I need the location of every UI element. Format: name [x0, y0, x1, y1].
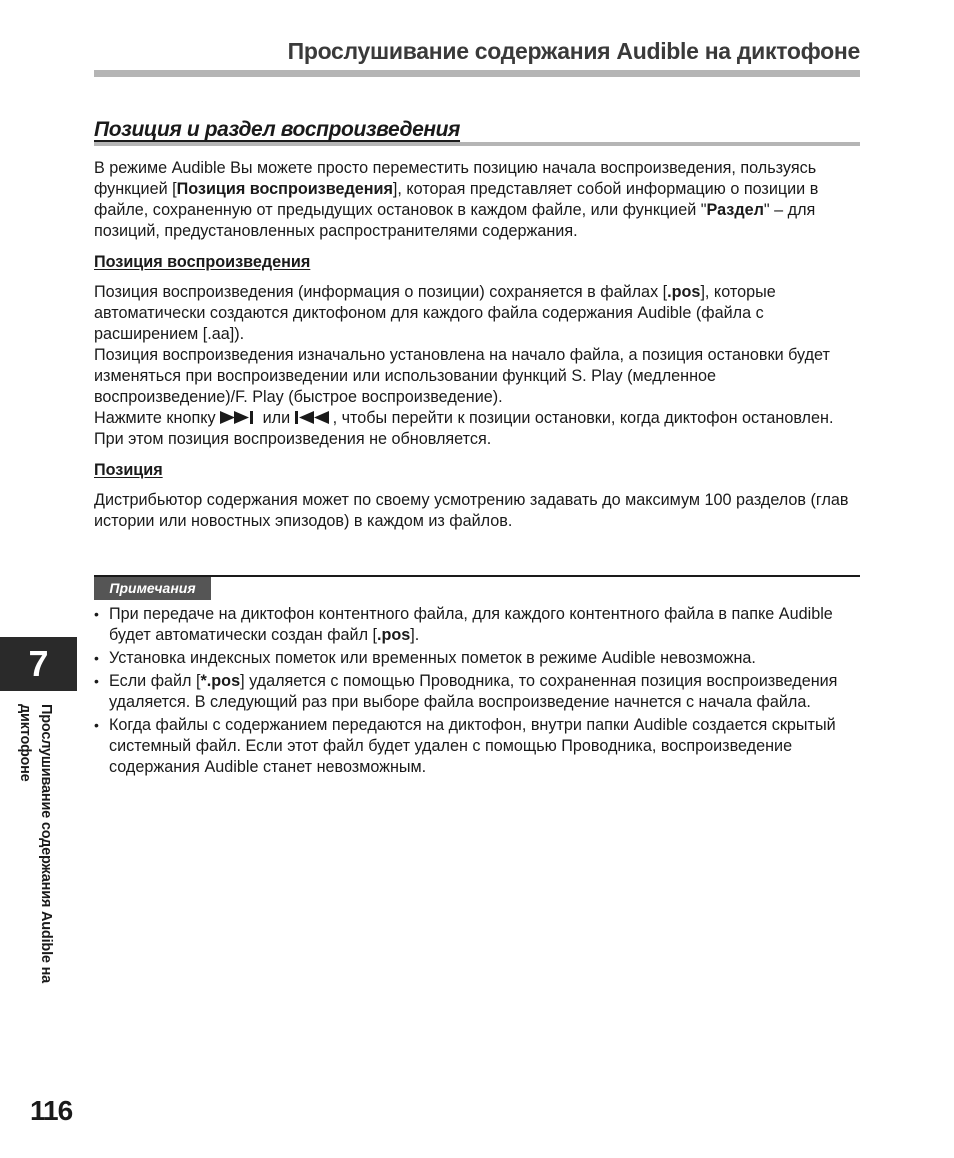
list-item: [94, 604, 864, 646]
notes-list: [94, 604, 864, 780]
intro-text-1: В режиме Audible Вы можете просто переместить позицию начала воспроизведения, пользуясь функцией [: [94, 159, 817, 198]
chapter-tab: [0, 637, 77, 691]
playback-paragraph-2: Позиция воспроизведения изначально установлена на начало файла, а позиция остановки будет изменяться при воспроизведении или использовании функций S. Play (медленное воспроизведение)/F. Play (быстрое воспроизведение).: [94, 346, 830, 406]
running-header-title: Прослушивание содержания Audible на диктофоне: [287, 38, 860, 64]
playback-p1-bold: .pos: [667, 283, 701, 301]
section-rule: [94, 142, 860, 146]
list-item: [94, 715, 864, 778]
note-2-text: Установка индексных пометок или временных пометок в режиме Audible невозможна.: [109, 649, 756, 667]
playback-p3-text-3: , чтобы перейти к позиции остановки, когда диктофон остановлен. При этом позиция воспроизведения не обновляется.: [94, 409, 834, 448]
notes-label: Примечания: [94, 577, 211, 600]
playback-paragraph-3: [94, 408, 864, 450]
intro-text-2: ], которая представляет собой информацию о позиции в файле, сохраненную от предыдущих остановок в каждом файле, или функцией ": [94, 180, 819, 219]
list-item: [94, 671, 864, 713]
main-content: [94, 158, 864, 532]
chapter-number: 7: [28, 643, 49, 684]
playback-p3-text-1: Нажмите кнопку: [94, 409, 221, 427]
note-3-bold: *.pos: [200, 672, 241, 690]
note-3-text-2: ] удаляется с помощью Проводника, то сохраненная позиция воспроизведения удаляется. В следующий раз при выборе файла воспроизведение начнется с начала файла.: [109, 672, 838, 711]
playback-paragraph-1: [94, 282, 864, 345]
subheading-position: Позиция: [94, 461, 163, 479]
playback-p1-text-2: ], которые автоматически создаются диктофоном для каждого файла содержания Audible (файла с расширением [.aa]).: [94, 283, 776, 343]
header-rule: [94, 70, 860, 77]
previous-track-icon: [295, 411, 333, 424]
page-number: 116: [30, 1095, 73, 1126]
position-paragraph: Дистрибьютор содержания может по своему усмотрению задавать до максимум 100 разделов (глав истории или новостных эпизодов) в каждом из файлов.: [94, 491, 849, 530]
intro-text-3: " – для позиций, предустановленных распространителями содержания.: [94, 201, 816, 240]
note-1-text-1: При передаче на диктофон контентного файла, для каждого контентного файла в папке Audible будет автоматически создан файл [: [109, 605, 833, 644]
next-track-icon: [220, 411, 258, 424]
playback-p3-text-2: или: [258, 409, 295, 427]
note-3-text-1: Если файл [: [109, 672, 201, 690]
intro-paragraph: [94, 158, 864, 242]
note-1-bold: .pos: [377, 626, 411, 644]
list-item: [94, 648, 864, 669]
intro-bold-1: Позиция воспроизведения: [176, 180, 393, 198]
chapter-side-label: Прослушивание содержания Audible на диктофоне: [17, 704, 54, 984]
intro-bold-2: Раздел: [706, 201, 764, 219]
note-4-text: Когда файлы с содержанием передаются на диктофон, внутри папки Audible создается скрытый системный файл. Если этот файл будет удален с помощью Проводника, воспроизведение содержания Audible станет невозможным.: [109, 716, 836, 776]
subheading-playback-position: Позиция воспроизведения: [94, 253, 311, 271]
note-1-text-2: ].: [410, 626, 420, 644]
section-title: Позиция и раздел воспроизведения: [94, 118, 461, 141]
playback-p1-text-1: Позиция воспроизведения (информация о позиции) сохраняется в файлах [: [94, 283, 668, 301]
